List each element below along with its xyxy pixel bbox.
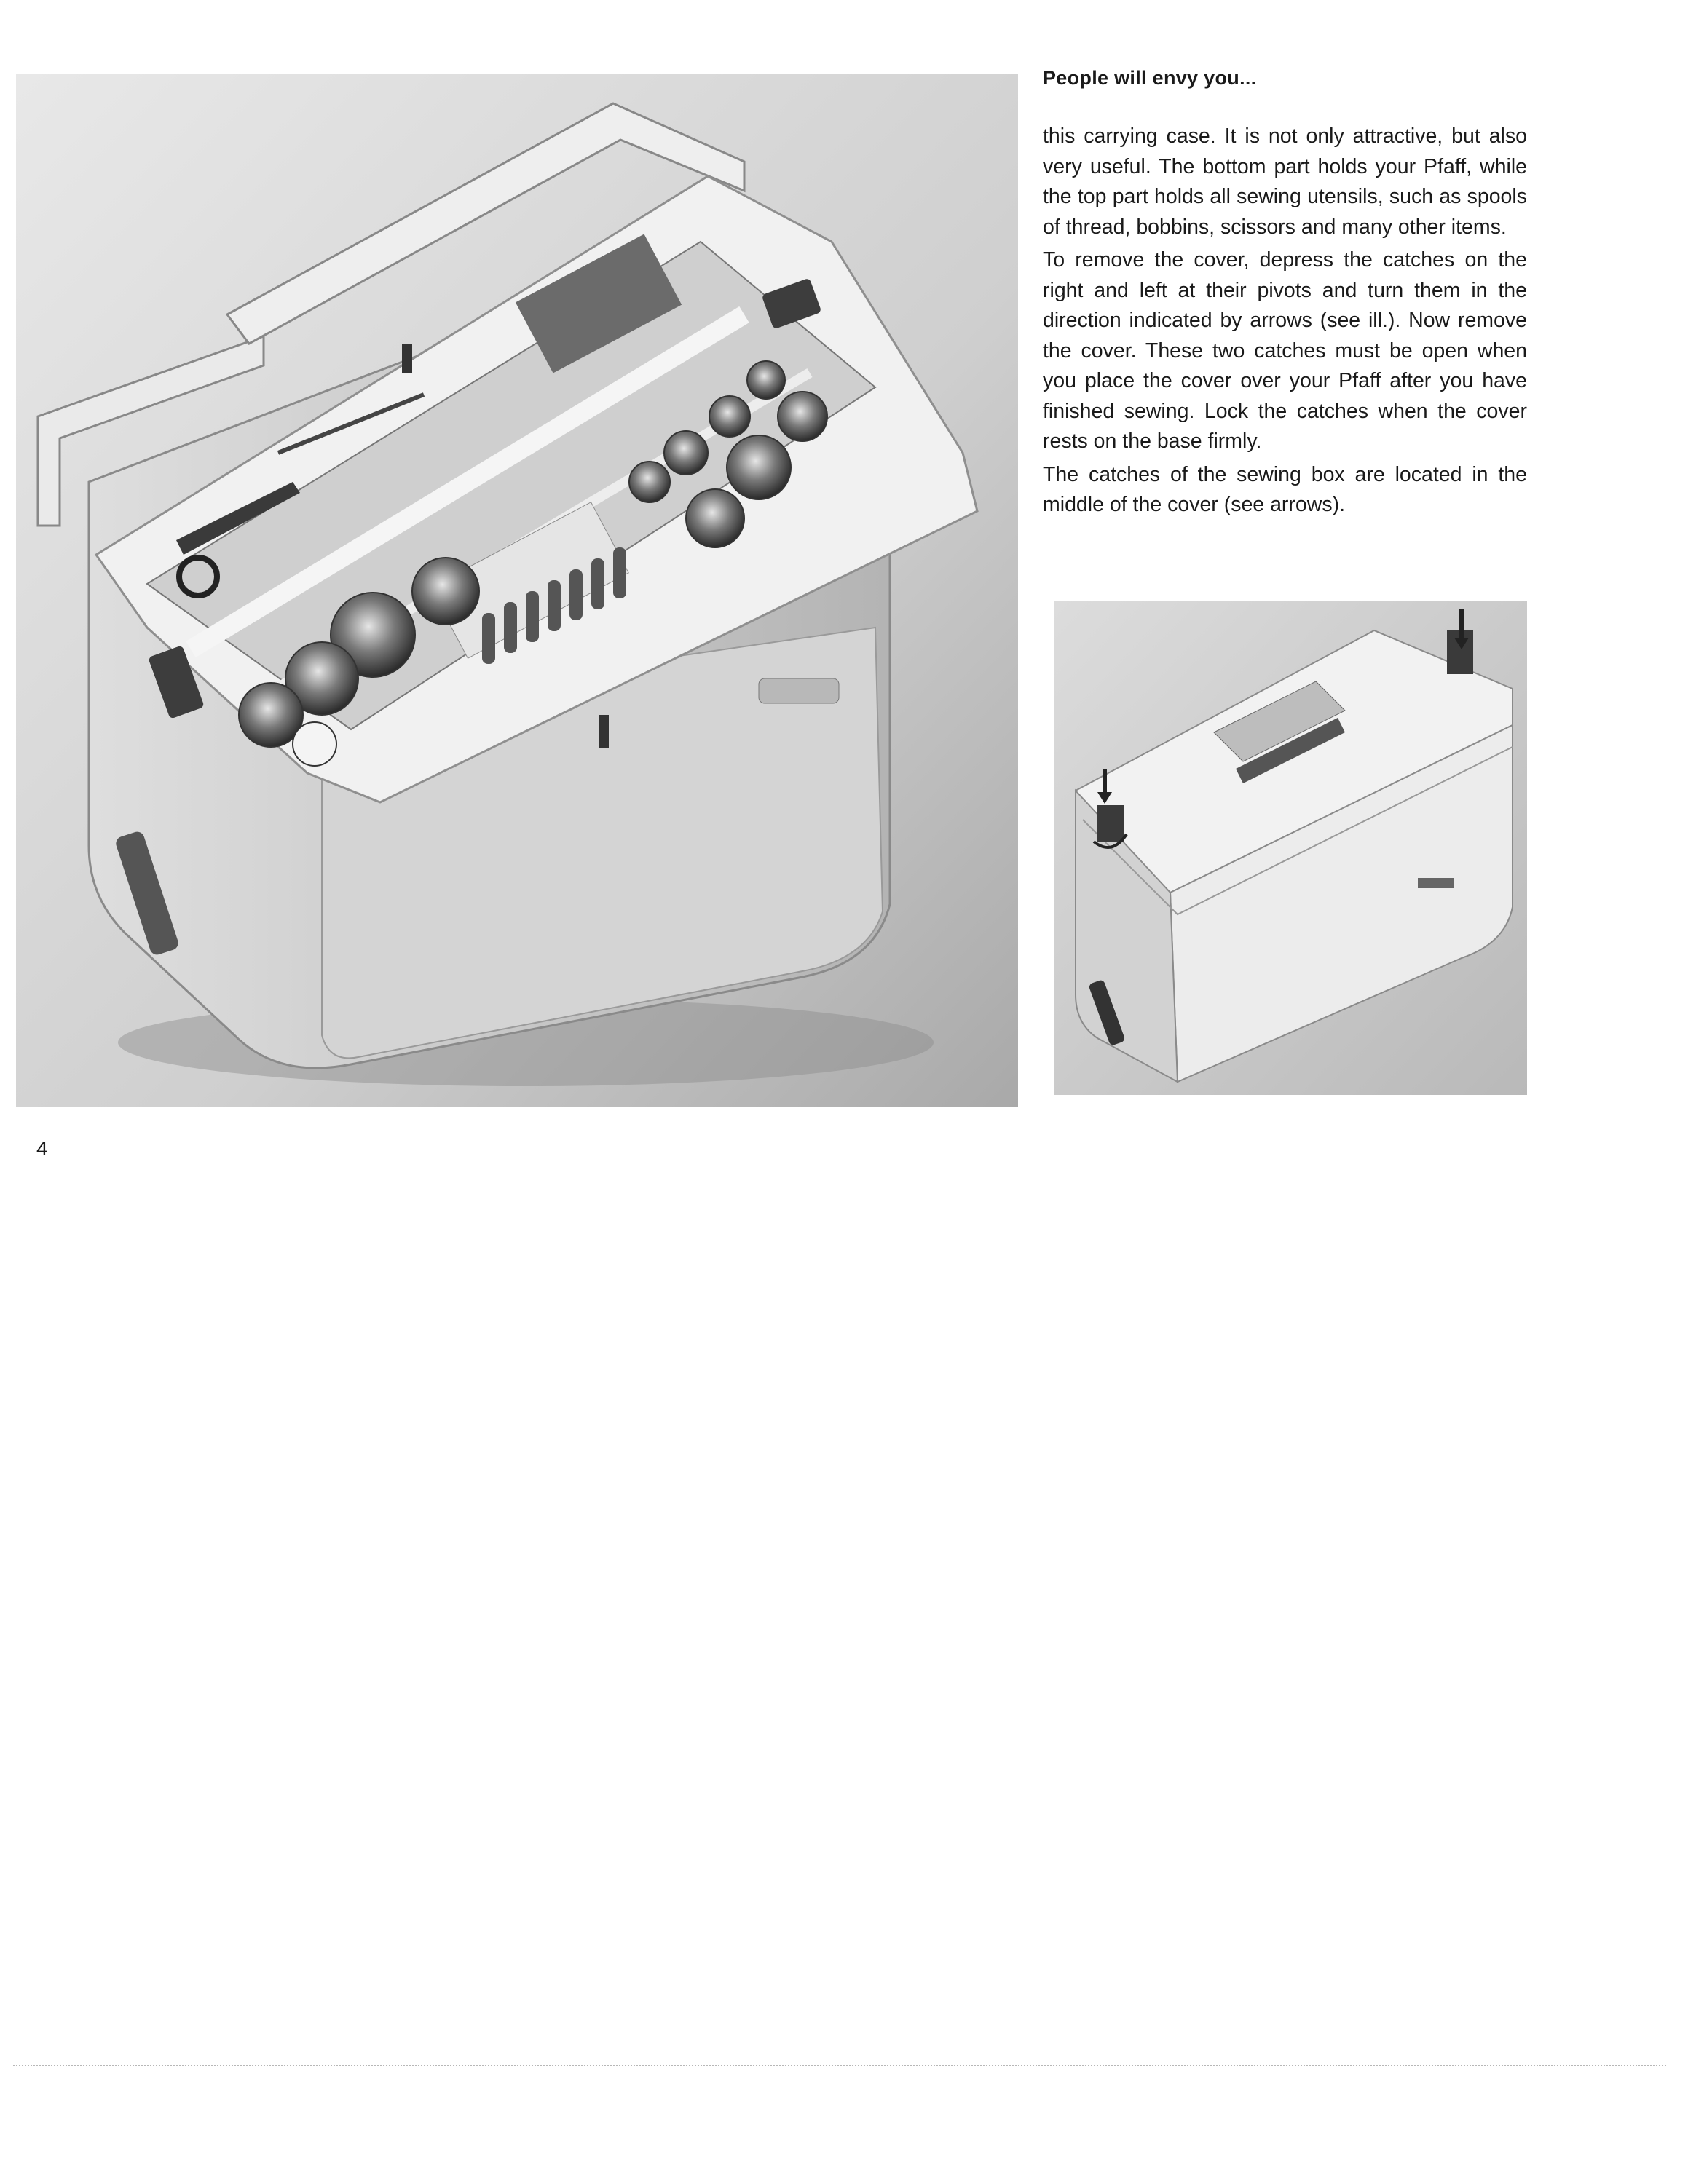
photo-closed-carrying-case xyxy=(1054,601,1527,1095)
open-case-illustration xyxy=(16,74,1018,1107)
paragraph-intro: this carrying case. It is not only attractive, but also very useful. The bottom part holds your Pfaff, while the top part holds all sewing utensils, such as spools of thread, bobbins, scissors and many other items. xyxy=(1043,124,1527,239)
photo-open-carrying-case xyxy=(16,74,1018,1107)
footer-divider xyxy=(13,2065,1666,2066)
text-column xyxy=(1043,67,1527,523)
paragraph-sewing-box-catches: The catches of the sewing box are located in the middle of the cover (see arrows). xyxy=(1043,462,1527,516)
section-heading: People will envy you... xyxy=(1043,67,1257,89)
page-number: 4 xyxy=(36,1137,48,1160)
paragraph-remove-cover: To remove the cover, depress the catches on the right and left at their pivots and turn them in the direction indicated by arrows (see ill.). Now remove the cover. These two catches must be open when you place the cover over your Pfaff after you have finished sewing. Lock the catches when the cover rests on the base firmly. xyxy=(1043,248,1527,453)
closed-case-illustration xyxy=(1054,601,1527,1095)
